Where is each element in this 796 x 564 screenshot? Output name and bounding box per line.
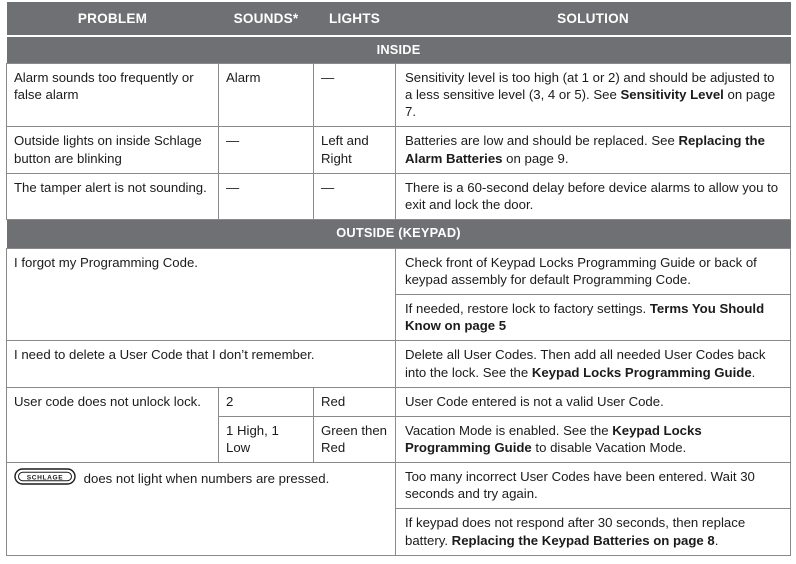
column-header-lights: LIGHTS: [314, 2, 396, 36]
cell-sounds: Alarm: [219, 64, 314, 127]
section-band-inside-label: INSIDE: [7, 36, 791, 64]
cell-lights: Left and Right: [314, 127, 396, 173]
table-row: [7, 248, 791, 294]
cell-problem: [7, 463, 396, 556]
cell-solution: [396, 173, 791, 219]
table-row: [7, 173, 791, 219]
cell-sounds: —: [219, 127, 314, 173]
table-header: [7, 2, 791, 64]
cell-sounds: 1 High, 1 Low: [219, 416, 314, 462]
table-row: [7, 387, 791, 416]
troubleshooting-table-page: [0, 2, 796, 564]
column-header-sounds: SOUNDS*: [219, 2, 314, 36]
schlage-logo-icon: [14, 468, 76, 485]
cell-solution: [396, 64, 791, 127]
cell-solution: [396, 295, 791, 341]
column-header-row: [7, 2, 791, 36]
solution-text-bold: Replacing the Alarm Batteries: [405, 133, 765, 166]
cell-solution: [396, 248, 791, 294]
section-band-outside-label: OUTSIDE (KEYPAD): [7, 220, 791, 249]
cell-sounds: 2: [219, 387, 314, 416]
solution-text-bold: Terms You Should Know on page 5: [405, 301, 765, 334]
table-row: [7, 64, 791, 127]
solution-text-bold: Sensitivity Level: [620, 87, 724, 103]
cell-solution: [396, 387, 791, 416]
cell-problem: The tamper alert is not sounding.: [7, 173, 219, 219]
solution-text-pre: Too many incorrect User Codes have been entered. Wait 30 seconds and try again.: [405, 469, 755, 502]
solution-text-post: on page 7.: [405, 87, 776, 120]
column-header-solution: SOLUTION: [396, 2, 791, 36]
table-row: [7, 463, 791, 509]
cell-problem: Alarm sounds too frequently or false alarm: [7, 64, 219, 127]
solution-text-bold: Replacing the Keypad Batteries on page 8: [451, 532, 715, 548]
solution-text-pre: User Code entered is not a valid User Code.: [405, 393, 664, 409]
cell-problem: Outside lights on inside Schlage button are blinking: [7, 127, 219, 173]
table-body: [7, 64, 791, 556]
cell-solution: [396, 509, 791, 555]
solution-text-pre: Delete all User Codes. Then add all needed User Codes back into the lock. See the: [405, 347, 766, 380]
cell-solution: [396, 127, 791, 173]
table-row: [7, 341, 791, 387]
cell-problem: User code does not unlock lock.: [7, 387, 219, 462]
solution-text-pre: Sensitivity level is too high (at 1 or 2) and should be adjusted to a less sensitive level (3, 4 or 5). See: [405, 70, 775, 103]
solution-text-post: .: [714, 532, 719, 548]
cell-lights: Green then Red: [314, 416, 396, 462]
section-band-inside: [7, 36, 791, 64]
solution-text-pre: If needed, restore lock to factory settings.: [405, 301, 650, 317]
column-header-problem: PROBLEM: [7, 2, 219, 36]
table-row: [7, 127, 791, 173]
cell-lights: Red: [314, 387, 396, 416]
cell-problem: I need to delete a User Code that I don’t remember.: [7, 341, 396, 387]
solution-text-post: to disable Vacation Mode.: [531, 439, 687, 455]
cell-solution: [396, 341, 791, 387]
solution-text-pre: Check front of Keypad Locks Programming Guide or back of keypad assembly for default Programming Code.: [405, 254, 757, 287]
cell-problem: I forgot my Programming Code.: [7, 248, 396, 341]
solution-text-pre: Batteries are low and should be replaced. See: [405, 133, 679, 149]
solution-text-pre: Vacation Mode is enabled. See the: [405, 422, 613, 438]
solution-text-pre: If keypad does not respond after 30 seconds, then replace battery.: [405, 515, 746, 548]
cell-lights: —: [314, 173, 396, 219]
troubleshooting-table: [6, 2, 791, 556]
section-band-outside: [7, 220, 791, 249]
solution-text-bold: Keypad Locks Programming Guide: [531, 364, 752, 380]
cell-solution: [396, 463, 791, 509]
schlage-logo-text: SCHLAGE: [26, 474, 64, 482]
solution-text-post: .: [751, 364, 756, 380]
cell-solution: [396, 416, 791, 462]
solution-text-post: on page 9.: [502, 150, 569, 166]
cell-sounds: —: [219, 173, 314, 219]
cell-lights: —: [314, 64, 396, 127]
solution-text-pre: There is a 60-second delay before device alarms to allow you to exit and lock the door.: [405, 179, 779, 212]
problem-text: does not light when numbers are pressed.: [80, 471, 330, 487]
solution-text-bold: Keypad Locks Programming Guide: [405, 422, 702, 455]
